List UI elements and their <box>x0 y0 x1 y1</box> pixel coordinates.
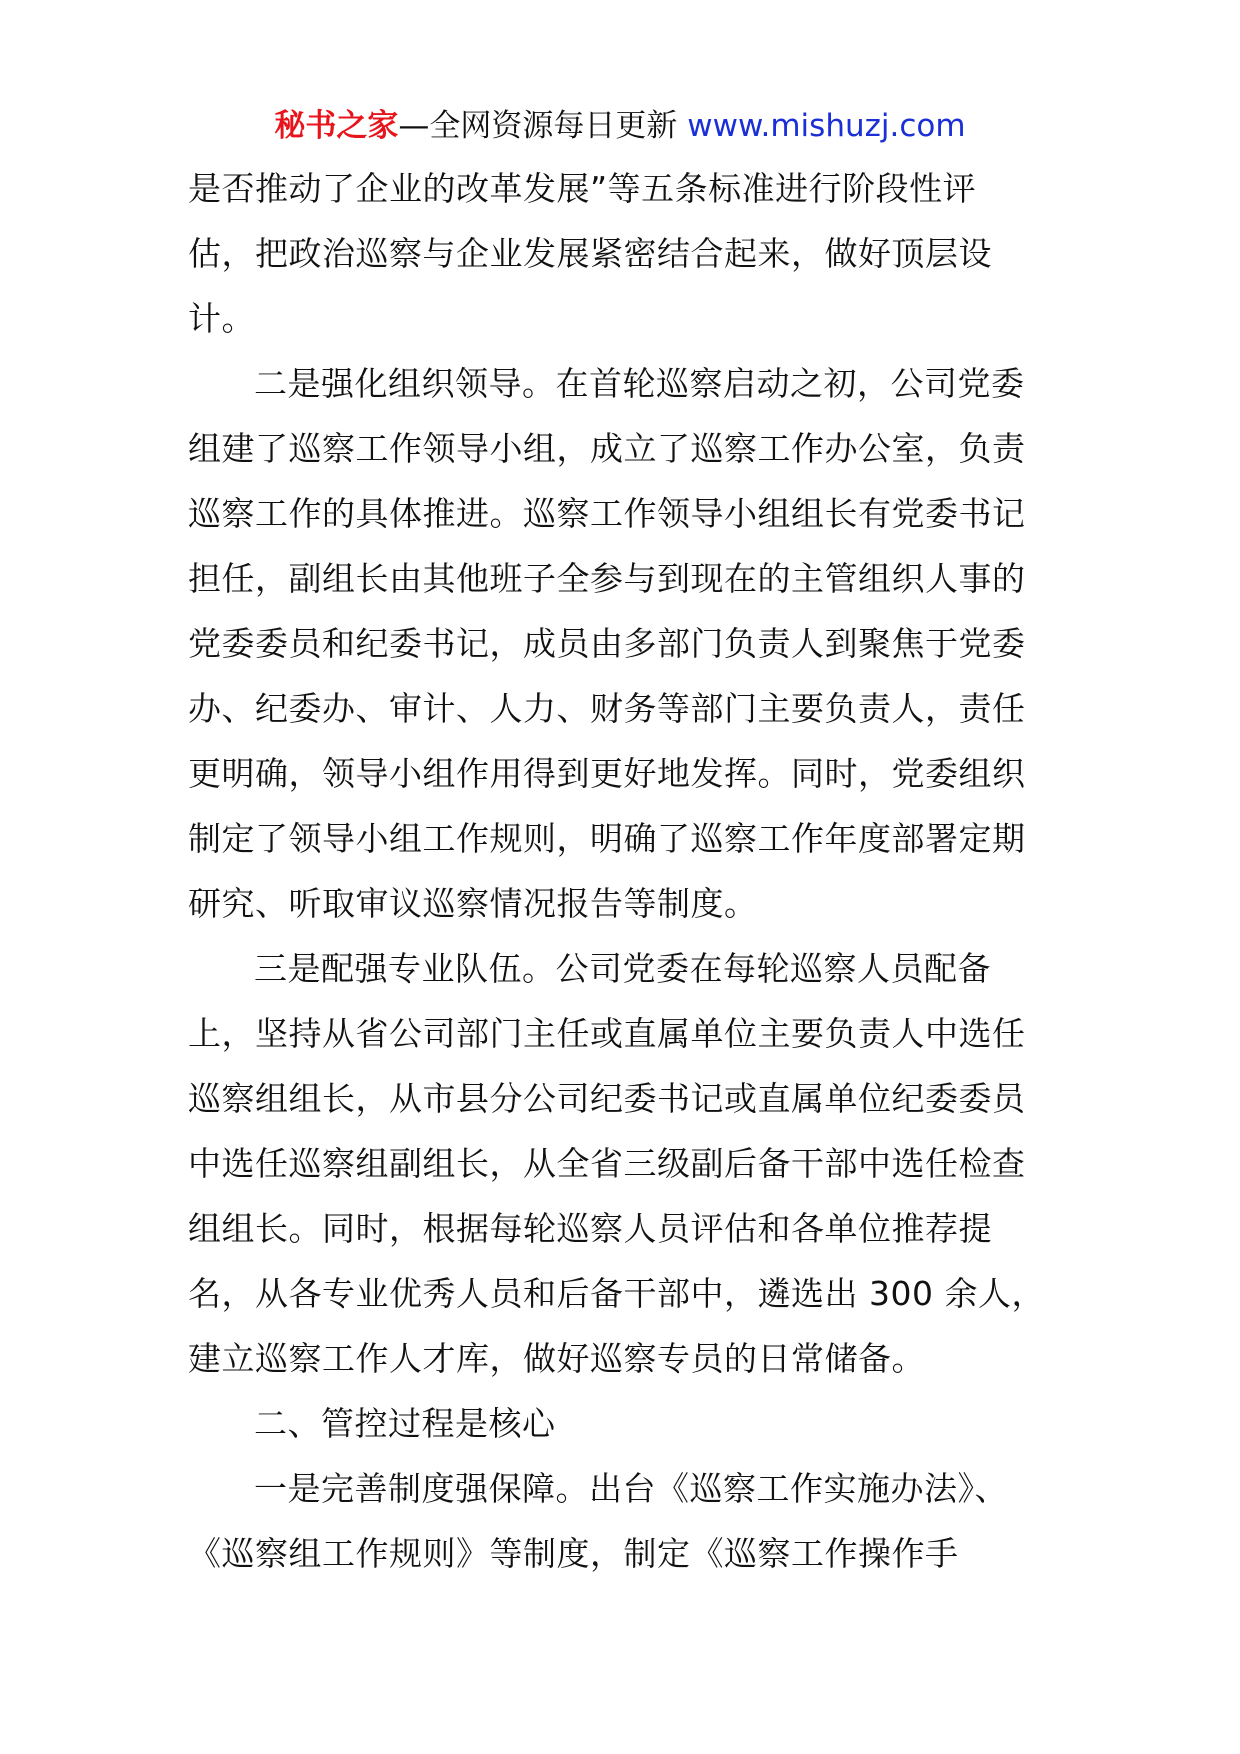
text-line: 是否推动了企业的改革发展”等五条标准进行阶段性评 <box>188 169 977 208</box>
text-line: 制定了领导小组工作规则，明确了巡察工作年度部署定期 <box>188 819 1026 858</box>
text-line: 组组长。同时，根据每轮巡察人员评估和各单位推荐提 <box>188 1209 992 1248</box>
text-line: 办、纪委办、审计、人力、财务等部门主要负责人，责任 <box>188 689 1026 728</box>
text-line: 巡察组组长，从市县分公司纪委书记或直属单位纪委委员 <box>188 1079 1026 1118</box>
website-link[interactable]: www.mishuzj.com <box>687 108 966 144</box>
text-line: 党委委员和纪委书记，成员由多部门负责人到聚焦于党委 <box>188 624 1026 663</box>
text-line: 《巡察组工作规则》等制度，制定《巡察工作操作手 <box>188 1534 959 1573</box>
paragraph-start-line: 一是完善制度强保障。出台《巡察工作实施办法》、 <box>254 1469 1008 1508</box>
text-line: 更明确，领导小组作用得到更好地发挥。同时，党委组织 <box>188 754 1026 793</box>
text-line: 巡察工作的具体推进。巡察工作领导小组组长有党委书记 <box>188 494 1026 533</box>
paragraph-start-line: 三是配强专业队伍。公司党委在每轮巡察人员配备 <box>254 949 991 988</box>
text-line: 中选任巡察组副组长，从全省三级副后备干部中选任检查 <box>188 1144 1026 1183</box>
text-line: 建立巡察工作人才库，做好巡察专员的日常储备。 <box>188 1339 925 1378</box>
text-line: 组建了巡察工作领导小组，成立了巡察工作办公室，负责 <box>188 429 1026 468</box>
page-header <box>0 104 1240 148</box>
paragraph-start-line: 二是强化组织领导。在首轮巡察启动之初，公司党委 <box>254 364 1025 403</box>
text-line: 担任，副组长由其他班子全参与到现在的主管组织人事的 <box>188 559 1026 598</box>
text-line: 计。 <box>188 299 255 338</box>
text-line: 估，把政治巡察与企业发展紧密结合起来，做好顶层设 <box>188 234 992 273</box>
document-body <box>188 156 1054 1586</box>
header-tagline: —全网资源每日更新 <box>398 108 688 144</box>
text-line: 名，从各专业优秀人员和后备干部中，遴选出 300 余人， <box>188 1274 1045 1313</box>
section-heading: 二、管控过程是核心 <box>254 1404 556 1443</box>
text-line: 上，坚持从省公司部门主任或直属单位主要负责人中选任 <box>188 1014 1026 1053</box>
text-line: 研究、听取审议巡察情况报告等制度。 <box>188 884 758 923</box>
brand-name: 秘书之家 <box>274 108 399 144</box>
